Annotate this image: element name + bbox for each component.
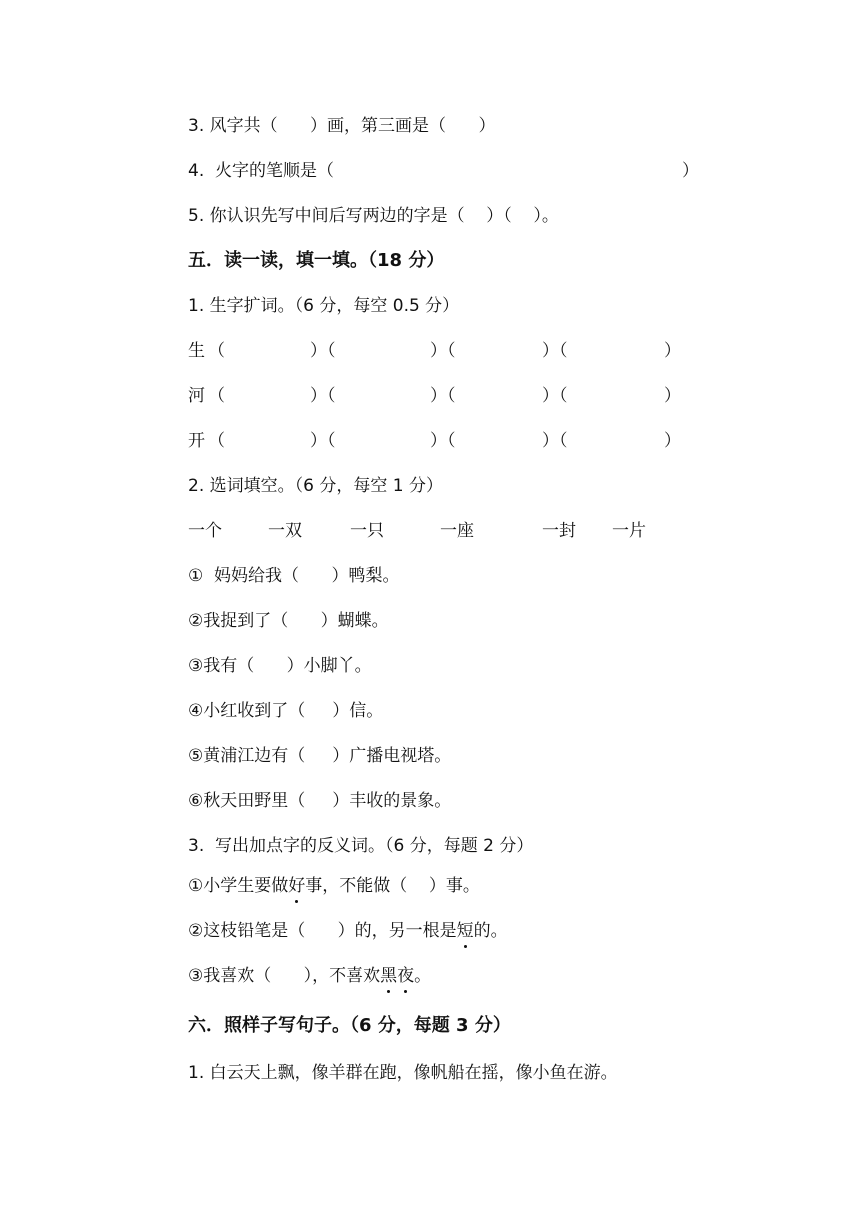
dotted-character: 好 [288, 876, 306, 896]
question-4-stroke-order [188, 160, 334, 182]
antonym-text: 事，不能做（ ）事。 [305, 876, 480, 896]
blank-paren: ） [664, 341, 681, 361]
fill-item: ②我捉到了（ ）蝴蝶。 [188, 611, 389, 631]
section-5-heading: 五．读一读，填一填。（18 分） [188, 250, 445, 271]
word-choice: 一片 [612, 521, 646, 541]
question-3-stroke-count: 3. 风字共（ ）画，第三画是（ ） [188, 116, 496, 136]
antonym-text: 的。 [473, 921, 508, 941]
dotted-character: 夜 [397, 966, 415, 986]
fill-item: ⑥秋天田野里（ ）丰收的景象。 [188, 791, 452, 811]
blank-paren: ）（ [430, 431, 456, 451]
section-5-q2-title: 2. 选词填空。（6 分，每空 1 分） [188, 476, 443, 496]
word-choice: 一只 [350, 521, 384, 541]
dotted-character: 短 [456, 921, 474, 941]
word-choice: 一双 [268, 521, 302, 541]
blank-paren: ）（ [310, 341, 336, 361]
blank-paren: （ [208, 431, 225, 451]
blank-paren: ）（ [542, 431, 568, 451]
blank-paren: ）（ [310, 386, 336, 406]
fill-item: ⑤黄浦江边有（ ）广播电视塔。 [188, 746, 452, 766]
word-expansion-row [188, 340, 688, 362]
section-6-heading: 六．照样子写句子。（6 分，每题 3 分） [188, 1015, 511, 1036]
antonym-text: ①小学生要做 [188, 876, 289, 896]
row-character: 生 [188, 341, 205, 361]
word-choice: 一座 [440, 521, 474, 541]
fill-item: ④小红收到了（ ）信。 [188, 701, 384, 721]
antonym-item [188, 920, 508, 942]
dotted-character: 黑 [380, 966, 398, 986]
section-5-q3-title: 3. 写出加点字的反义词。（6 分，每题 2 分） [188, 836, 534, 856]
question-4-close-paren: ） [682, 161, 699, 181]
fill-item: ③我有（ ）小脚丫。 [188, 656, 372, 676]
antonym-item [188, 875, 480, 897]
word-choice: 一个 [188, 521, 222, 541]
blank-paren: ）（ [430, 341, 456, 361]
blank-paren: （ [208, 386, 225, 406]
row-character: 河 [188, 386, 205, 406]
word-expansion-row [188, 385, 688, 407]
row-character: 开 [188, 431, 205, 451]
blank-paren: ） [664, 386, 681, 406]
blank-paren: ） [664, 431, 681, 451]
antonym-text: ②这枝铅笔是（ ）的，另一根是 [188, 921, 457, 941]
section-5-q1-title: 1. 生字扩词。（6 分，每空 0.5 分） [188, 296, 460, 316]
blank-paren: ）（ [542, 386, 568, 406]
section-6-example-sentence: 1. 白云天上飘，像羊群在跑，像帆船在摇，像小鱼在游。 [188, 1063, 618, 1083]
question-4-text: 4. 火字的笔顺是（ [188, 161, 335, 181]
antonym-item [188, 965, 431, 987]
blank-paren: ）（ [430, 386, 456, 406]
question-5-characters: 5. 你认识先写中间后写两边的字是（ ）（ ）。 [188, 206, 559, 226]
word-expansion-row [188, 430, 688, 452]
antonym-text: 。 [414, 966, 432, 986]
word-choice: 一封 [542, 521, 576, 541]
fill-item: ① 妈妈给我（ ）鸭梨。 [188, 566, 400, 586]
blank-paren: ）（ [310, 431, 336, 451]
blank-paren: （ [208, 341, 225, 361]
blank-paren: ）（ [542, 341, 568, 361]
antonym-text: ③我喜欢（ ），不喜欢 [188, 966, 381, 986]
